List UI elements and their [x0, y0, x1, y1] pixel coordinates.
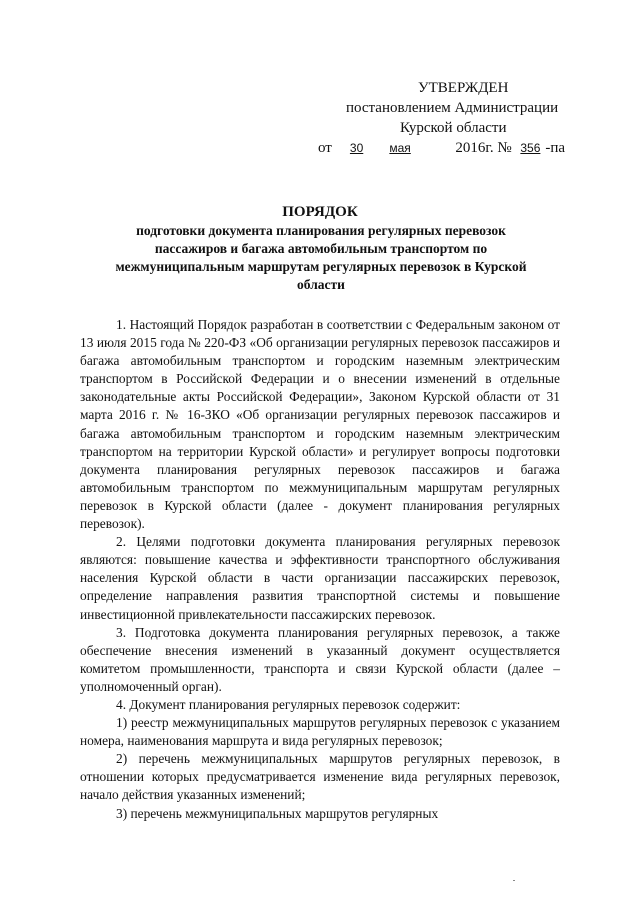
- approval-region: Курской области: [400, 120, 507, 136]
- approval-number-suffix: -па: [545, 140, 566, 156]
- list-item-1: 1) реестр межмуниципальных маршрутов регулярных перевозок с указанием номера, наименования маршрута и вида регулярных перевозок;: [80, 715, 560, 749]
- approval-number: 356: [520, 141, 541, 155]
- paragraph-4: 4. Документ планирования регулярных перевозок содержит:: [116, 696, 461, 712]
- approval-block: [318, 78, 568, 158]
- paragraph-3: 3. Подготовка документа планирования регулярных перевозок, а также обеспечение внесения изменений в указанный документ осуществляется комитетом промышленности, транспорта и связи Курской области (далее – уполномоченный орган).: [80, 624, 560, 694]
- list-item-3: 3) перечень межмуниципальных маршрутов регулярных: [116, 805, 439, 821]
- document-body: [80, 316, 560, 823]
- approval-date-line: [318, 138, 568, 158]
- paragraph-1: 1. Настоящий Порядок разработан в соответствии с Федеральным законом от 13 июля 2015 года № 220-ФЗ «Об организации регулярных перевозок пассажиров и багажа автомобильным транспортом и городским наземным электрическим транспортом в Российской Федерации и о внесении изменений в отдельные законодательные акты Российской Федерации», Законом Курской области от 31 марта 2016 г. № 16-ЗКО «Об организации регулярных перевозок пассажиров и багажа автомобильным транспортом и городским наземным электрическим транспортом на территории Курской области» и регулирует вопросы подготовки документа планирования регулярных перевозок пассажиров и багажа автомобильным транспортом по межмуниципальным маршрутам регулярных перевозок в Курской области (далее - документ планирования регулярных перевозок).: [80, 317, 560, 532]
- approval-month: мая: [389, 141, 411, 155]
- document-subtitle: подготовки документа планирования регулярных перевозок пассажиров и багажа автомобильным транспортом по межмуниципальным маршрутам регулярных перевозок в Курской области: [115, 223, 527, 292]
- document-title: ПОРЯДОК: [282, 204, 358, 220]
- approval-from-prefix: от: [318, 140, 332, 156]
- approval-year: 2016г. №: [455, 140, 512, 156]
- approval-resolution: постановлением Администрации: [346, 100, 559, 116]
- scan-speck: [513, 880, 515, 881]
- approval-day: 30: [349, 141, 364, 155]
- list-item-2: 2) перечень межмуниципальных маршрутов регулярных перевозок, в отношении которых предусматривается изменение вида регулярных перевозок, начало действия указанных изменений;: [80, 751, 560, 803]
- approval-heading: УТВЕРЖДЕН: [418, 80, 509, 96]
- paragraph-2: 2. Целями подготовки документа планирования регулярных перевозок являются: повышение качества и эффективности транспортного обслуживания населения Курской области в части организации пассажирских перевозок, определение направления развития транспортной системы и повышение инвестиционной привлекательности пассажирских перевозок.: [80, 534, 560, 622]
